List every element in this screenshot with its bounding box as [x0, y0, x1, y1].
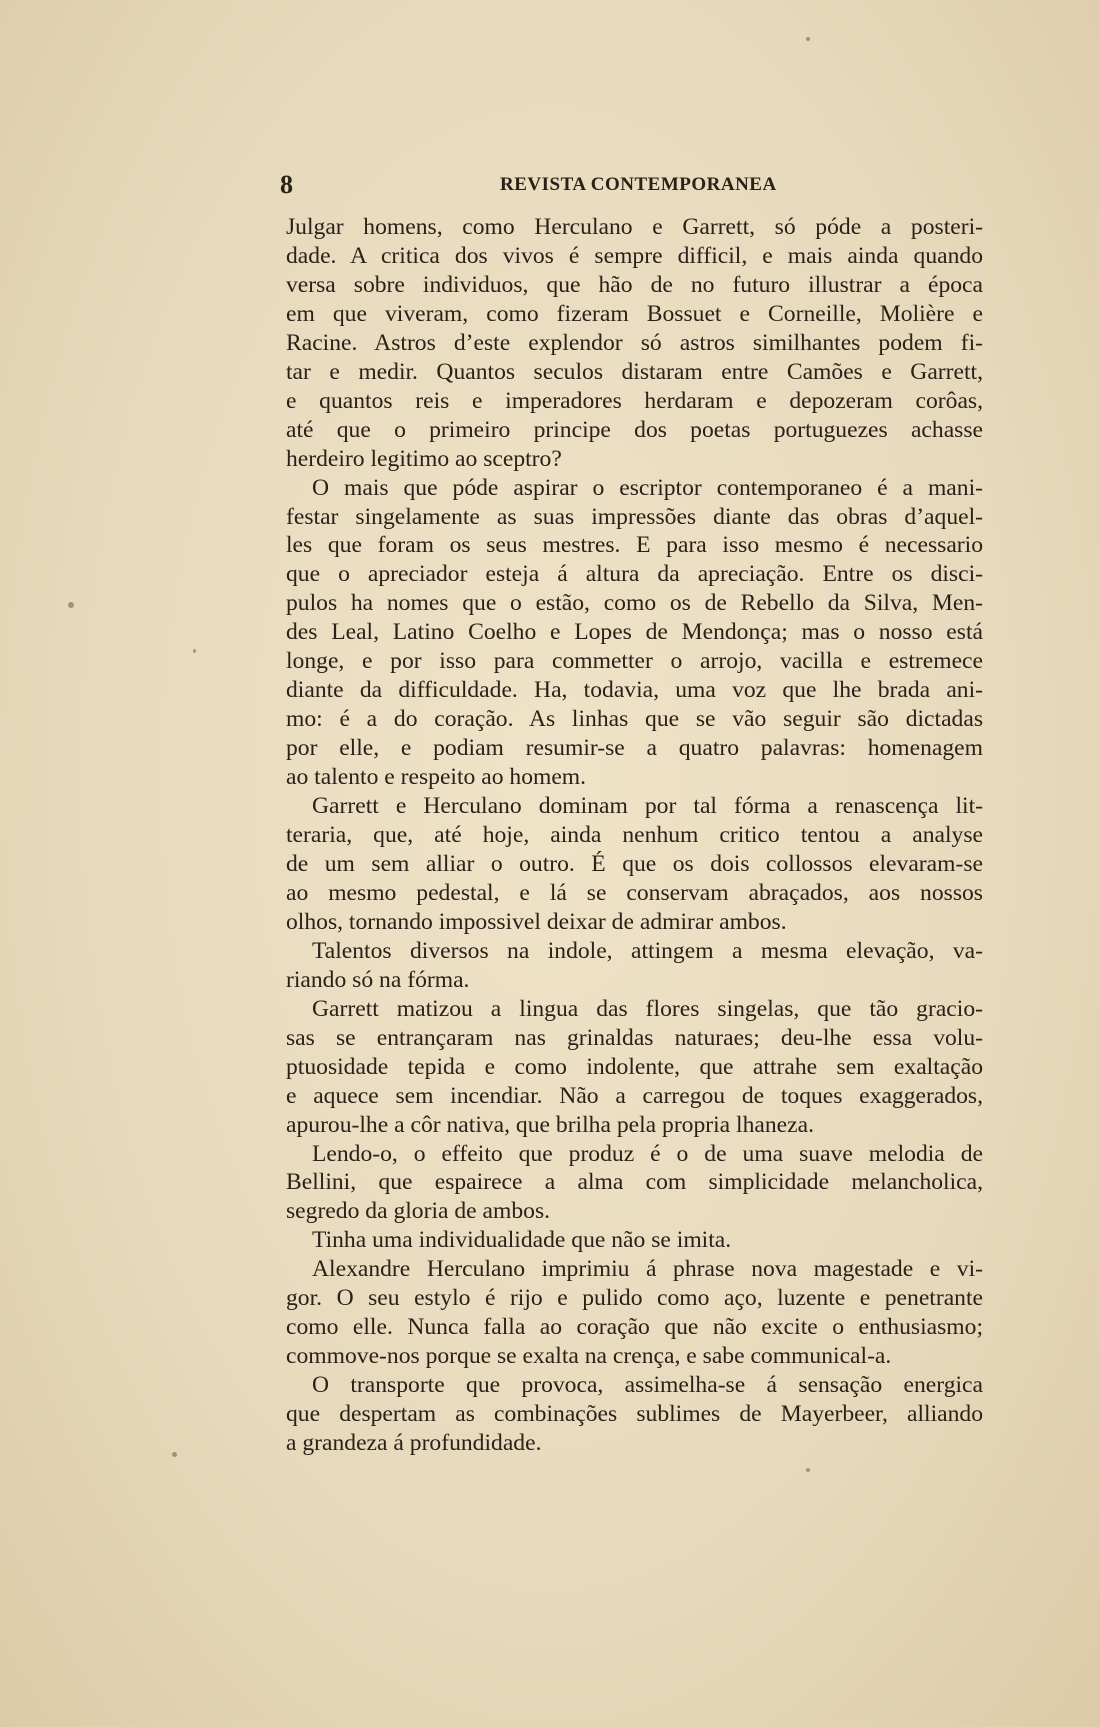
text-line: O transporte que provoca, assimelha-se á sensação energica [312, 1372, 983, 1399]
text-line: dade. A critica dos vivos é sempre difficil, e mais ainda quando [286, 242, 983, 269]
text-line: Alexandre Herculano imprimiu á phrase nova magestade e vi- [312, 1256, 983, 1283]
text-line: que despertam as combinações sublimes de Mayerbeer, alliando [286, 1401, 983, 1428]
text-line: herdeiro legitimo ao sceptro? [286, 445, 562, 472]
text-line: Garrett matizou a lingua das flores singelas, que tão gracio- [312, 995, 983, 1022]
text-line: segredo da gloria de ambos. [286, 1198, 551, 1225]
text-line: apurou-lhe a côr nativa, que brilha pela propria lhaneza. [286, 1111, 814, 1138]
text-line: Talentos diversos na indole, attingem a mesma elevação, va- [312, 937, 983, 964]
text-line: Lendo-o, o effeito que produz é o de uma suave melodia de [312, 1140, 983, 1167]
text-line: O mais que póde aspirar o escriptor contemporaneo é a mani- [312, 474, 983, 501]
text-line: Bellini, que espairece a alma com simplicidade melancholica, [286, 1169, 983, 1196]
text-line: teraria, que, até hoje, ainda nenhum critico tentou a analyse [286, 822, 983, 849]
paper-speck [806, 1468, 810, 1472]
text-line: por elle, e podiam resumir-se a quatro palavras: homenagem [286, 735, 983, 762]
text-line: longe, e por isso para commetter o arrojo, vacilla e estremece [286, 648, 983, 675]
text-line: ao mesmo pedestal, e lá se conservam abraçados, aos nossos [286, 879, 983, 906]
text-line: des Leal, Latino Coelho e Lopes de Mendonça; mas o nosso está [286, 619, 983, 646]
paper-speck [806, 37, 810, 41]
paper-speck [68, 602, 74, 608]
text-line: e quantos reis e imperadores herdaram e depozeram corôas, [286, 387, 983, 414]
text-line: Tinha uma individualidade que não se imita. [312, 1227, 732, 1254]
text-line: tar e medir. Quantos seculos distaram entre Camões e Garrett, [286, 358, 983, 385]
text-line: Garrett e Herculano dominam por tal fórma a renascença lit- [312, 793, 983, 820]
text-line: pulos ha nomes que o estão, como os de Rebello da Silva, Men- [286, 590, 983, 617]
text-line: Racine. Astros d’este explendor só astros similhantes podem fi- [286, 329, 983, 356]
text-line: até que o primeiro principe dos poetas portuguezes achasse [286, 416, 983, 443]
text-line: versa sobre individuos, que hão de no futuro illustrar a época [286, 271, 983, 298]
page-header [280, 170, 985, 200]
text-line: olhos, tornando impossivel deixar de admirar ambos. [286, 908, 787, 935]
text-line: como elle. Nunca falla ao coração que não excite o enthusiasmo; [286, 1314, 983, 1341]
text-line: que o apreciador esteja á altura da apreciação. Entre os disci- [286, 561, 983, 588]
paper-speck [193, 649, 196, 653]
text-line: gor. O seu estylo é rijo e pulido como aço, luzente e penetrante [286, 1285, 983, 1312]
text-line: commove-nos porque se exalta na crença, e sabe communical-a. [286, 1343, 892, 1370]
text-line: mo: é a do coração. As linhas que se vão seguir são dictadas [286, 706, 983, 733]
running-title: REVISTA CONTEMPORANEA [500, 174, 777, 195]
paper-speck [172, 1452, 177, 1457]
text-line: festar singelamente as suas impressões diante das obras d’aquel- [286, 503, 983, 530]
text-line: ptuosidade tepida e como indolente, que attrahe sem exaltação [286, 1053, 983, 1080]
text-line: Julgar homens, como Herculano e Garrett, só póde a posteri- [286, 214, 983, 240]
text-line: les que foram os seus mestres. E para isso mesmo é necessario [286, 532, 983, 559]
text-line: sas se entrançaram nas grinaldas naturaes; deu-lhe essa volu- [286, 1024, 983, 1051]
body-text [286, 213, 983, 1458]
text-line: riando só na fórma. [286, 966, 470, 993]
text-line: diante da difficuldade. Ha, todavia, uma voz que lhe brada ani- [286, 677, 983, 704]
text-line: em que viveram, como fizeram Bossuet e Corneille, Molière e [286, 300, 983, 327]
text-line: de um sem alliar o outro. É que os dois collossos elevaram-se [286, 850, 983, 877]
text-line: a grandeza á profundidade. [286, 1430, 542, 1457]
text-line: ao talento e respeito ao homem. [286, 764, 587, 791]
page-number: 8 [280, 170, 293, 199]
text-line: e aquece sem incendiar. Não a carregou de toques exaggerados, [286, 1082, 983, 1109]
